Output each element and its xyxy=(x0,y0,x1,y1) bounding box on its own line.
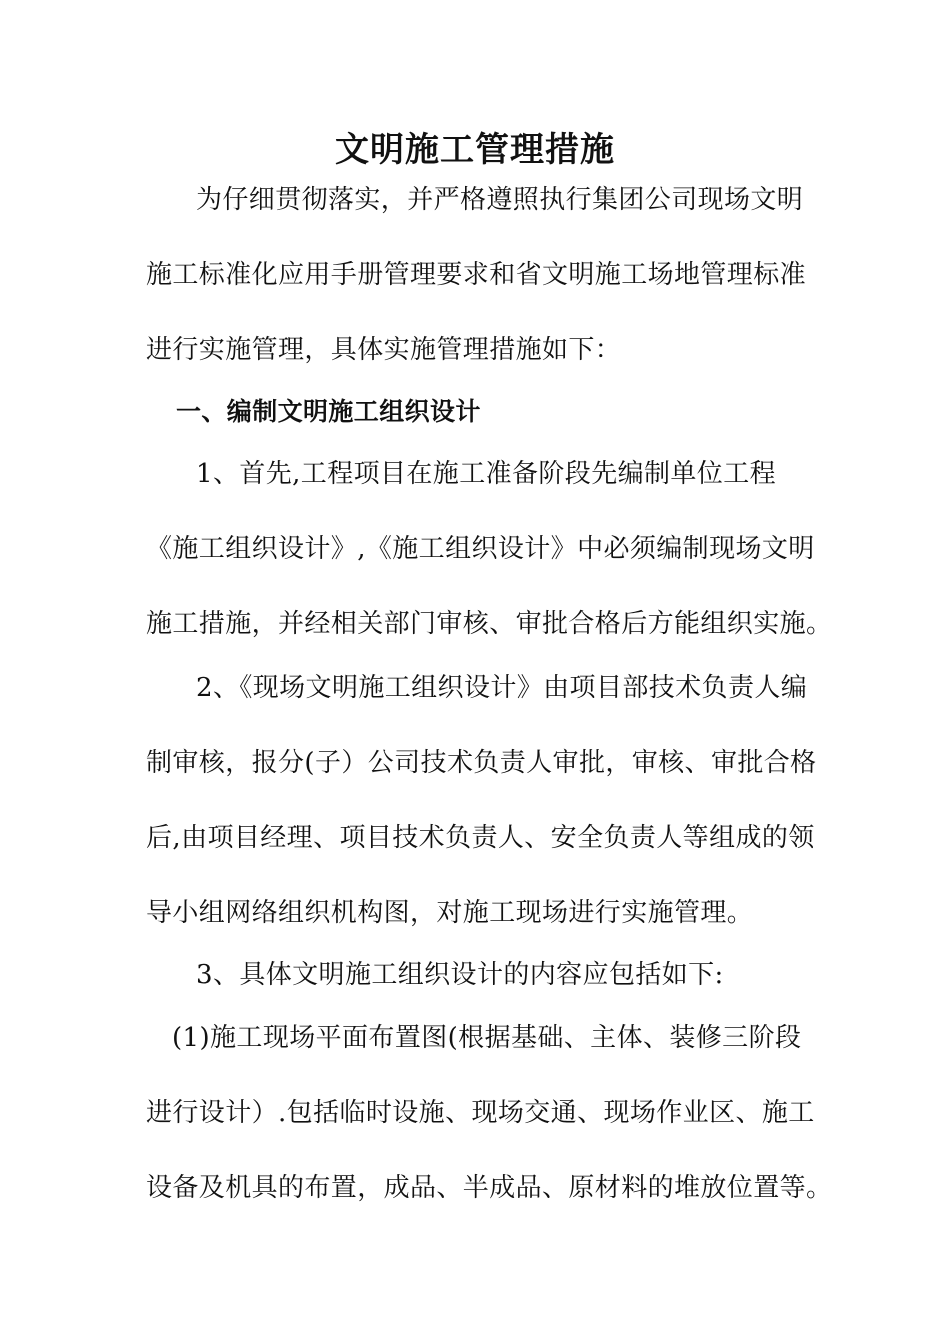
subitem-1-line-2: 进行设计）.包括临时设施、现场交通、现场作业区、施工 xyxy=(146,1098,815,1128)
section-heading-1: 一、编制文明施工组织设计 xyxy=(176,397,481,426)
item-1-line-3: 施工措施，并经相关部门审核、审批合格后方能组织实施。 xyxy=(146,609,833,639)
item-1-line-1: 1、首先,工程项目在施工准备阶段先编制单位工程 xyxy=(196,459,777,489)
subitem-1-line-3: 设备及机具的布置，成品、半成品、原材料的堆放位置等。 xyxy=(146,1173,833,1203)
item-1-line-2: 《施工组织设计》,《施工组织设计》中必须编制现场文明 xyxy=(146,534,815,564)
item-2-line-3: 后,由项目经理、项目技术负责人、安全负责人等组成的领 xyxy=(146,823,815,853)
intro-line-3: 进行实施管理，具体实施管理措施如下： xyxy=(146,335,622,365)
item-2-line-2: 制审核，报分(子）公司技术负责人审批，审核、审批合格 xyxy=(146,748,817,778)
intro-line-1: 为仔细贯彻落实，并严格遵照执行集团公司现场文明 xyxy=(196,185,804,215)
item-3-line-1: 3、具体文明施工组织设计的内容应包括如下: xyxy=(196,960,724,990)
intro-line-2: 施工标准化应用手册管理要求和省文明施工场地管理标准 xyxy=(146,260,807,290)
page-title: 文明施工管理措施 xyxy=(335,130,615,170)
item-2-line-4: 导小组网络组织机构图，对施工现场进行实施管理。 xyxy=(146,898,754,928)
item-2-line-1: 2、《现场文明施工组织设计》由项目部技术负责人编 xyxy=(196,673,808,703)
subitem-1-line-1: (1)施工现场平面布置图(根据基础、主体、装修三阶段 xyxy=(172,1023,802,1053)
